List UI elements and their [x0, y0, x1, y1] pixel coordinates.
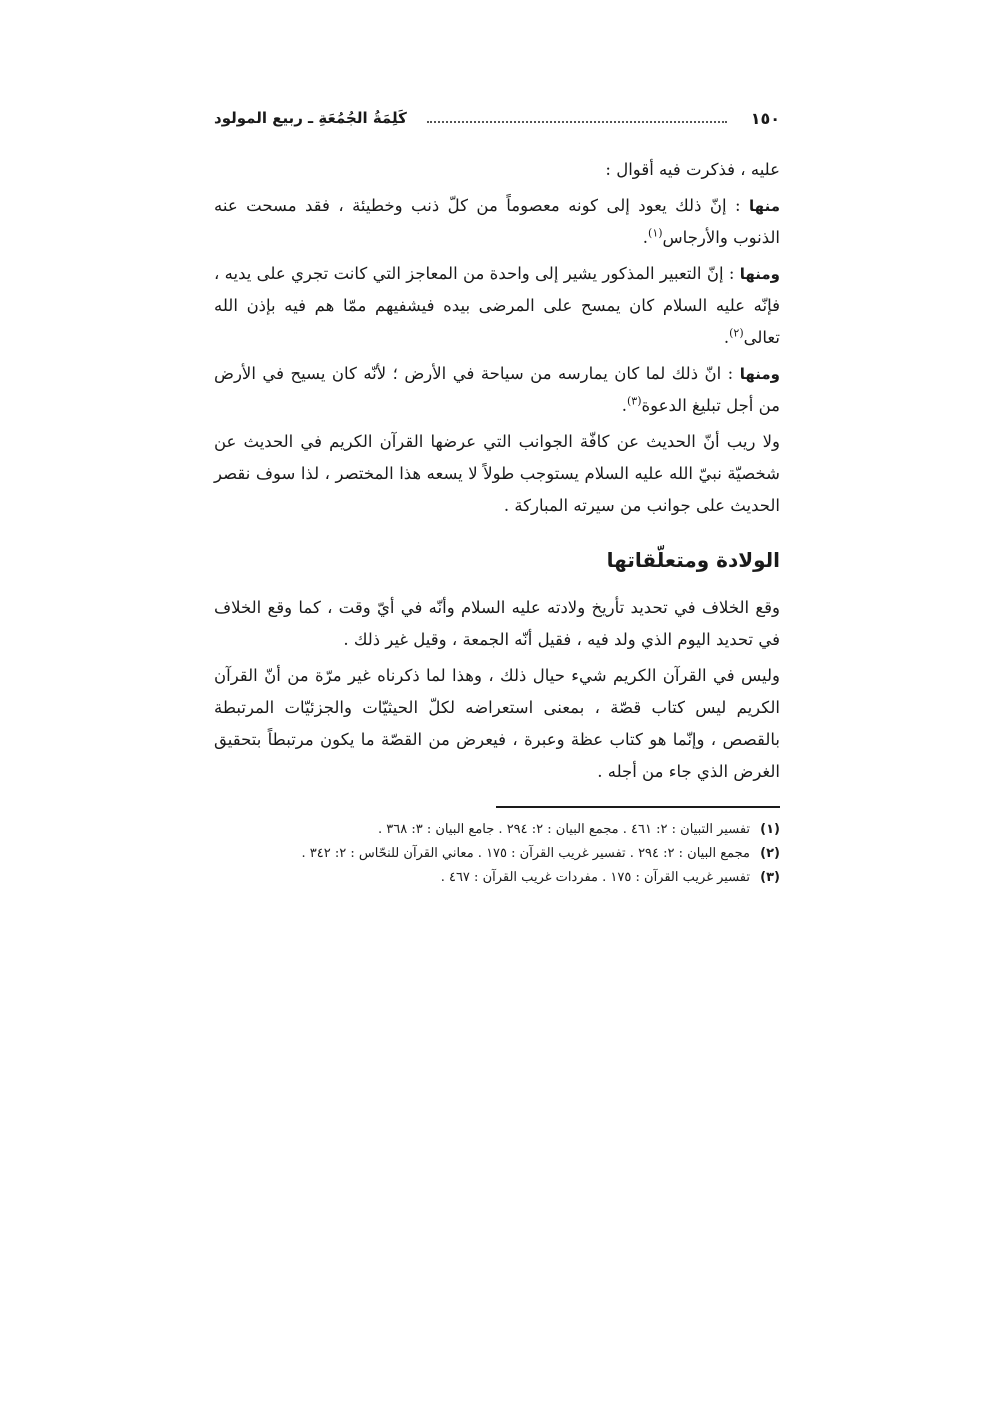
paragraph-text: : إنّ التعبير المذكور يشير إلى واحدة من المعاجز التي كانت تجري على يديه ، فإنّه عليه السلام كان يمسح على المرضى بيده فيشفيهم ممّا هم فيه بإذن الله تعالى	[214, 264, 780, 347]
paragraph	[214, 426, 780, 522]
book-page	[214, 98, 780, 890]
paragraph-text: وقع الخلاف في تحديد تأريخ ولادته عليه السلام وأنّه في أيّ وقت ، كما وقع الخلاف في تحديد اليوم الذي ولد فيه ، فقيل أنّه الجمعة ، وقيل غير ذلك .	[214, 598, 780, 649]
footnote-ref[interactable]: (١)	[648, 226, 663, 240]
footnote	[214, 818, 780, 842]
paragraph-lead: ومنها	[739, 265, 780, 283]
footnote-text: مجمع البيان : ٢: ٢٩٤ . تفسير غريب القرآن : ١٧٥ . معاني القرآن للنحّاس : ٢: ٣٤٢ .	[301, 846, 751, 861]
paragraph-text: : انّ ذلك لما كان يمارسه من سياحة في الأرض ؛ لأنّه كان يسيح في الأرض من أجل تبليغ الدعوة	[214, 364, 780, 415]
footnote-number: (١)	[760, 822, 780, 837]
paragraph	[214, 154, 780, 186]
page-header	[214, 98, 780, 138]
paragraph: منها : إنّ ذلك يعود إلى كونه معصوماً من كلّ ذنب وخطيئة ، فقد مسحت عنه الذنوب والأرجاس$^{(١)}$.	[214, 196, 780, 247]
footnotes	[214, 818, 780, 890]
section-title: الولادة ومتعلّقاتها	[606, 548, 780, 572]
footnote-separator	[496, 806, 780, 808]
paragraph-text: ولا ريب أنّ الحديث عن كافّة الجوانب التي عرضها القرآن الكريم في الحديث عن شخصيّة نبيّ الله عليه السلام يستوجب طولاً لا يسعه هذا المختصر ، لذا سوف نقصر الحديث على جوانب من سيرته المباركة .	[214, 432, 780, 515]
paragraph-lead: منها	[749, 197, 780, 215]
paragraph	[214, 660, 780, 788]
footnote-text: تفسير غريب القرآن : ١٧٥ . مفردات غريب القرآن : ٤٦٧ .	[440, 870, 751, 885]
paragraph-text: وليس في القرآن الكريم شيء حيال ذلك ، وهذا لما ذكرناه غير مرّة من أنّ القرآن الكريم ليس كتاب قصّة ، بمعنى استعراضه لكلّ الحيثيّات والجزئيّات المرتبطة بالقصص ، وإنّما هو كتاب عظة وعبرة ، فيعرض من القصّة ما يكون مرتبطاً بتحقيق الغرض الذي جاء من أجله .	[214, 666, 780, 781]
footnote	[214, 866, 780, 890]
footnote-number: (٣)	[760, 870, 780, 885]
header-dotted-leader	[427, 121, 727, 123]
footnote-ref[interactable]: (٣)	[626, 394, 642, 408]
paragraph-lead: ومنها	[739, 365, 780, 383]
footnote	[214, 842, 780, 866]
body-text	[214, 154, 780, 788]
paragraph-text: عليه ، فذكرت فيه أقوال :	[605, 160, 780, 179]
footnote-text: تفسير التبيان : ٢: ٤٦١ . مجمع البيان : ٢: ٢٩٤ . جامع البيان : ٣: ٣٦٨ .	[378, 822, 751, 837]
paragraph: ومنها : انّ ذلك لما كان يمارسه من سياحة في الأرض ؛ لأنّه كان يسيح في الأرض من أجل تبليغ الدعوة$^{(٣)}$.	[214, 364, 780, 415]
paragraph: ومنها : إنّ التعبير المذكور يشير إلى واحدة من المعاجز التي كانت تجري على يديه ، فإنّه عليه السلام كان يمسح على المرضى بيده فيشفيهم ممّا هم فيه بإذن الله تعالى$^{(٢)}$.	[214, 264, 780, 347]
footnote-number: (٢)	[760, 846, 780, 861]
footnote-ref[interactable]: (٢)	[729, 326, 744, 340]
paragraph	[214, 592, 780, 656]
running-title: كَلِمَةُ الجُمُعَةِ ـ ربيع المولود	[214, 109, 407, 127]
page-number: ١٥٠	[750, 108, 780, 128]
paragraph-text: : إنّ ذلك يعود إلى كونه معصوماً من كلّ ذنب وخطيئة ، فقد مسحت عنه الذنوب والأرجاس	[214, 196, 780, 247]
